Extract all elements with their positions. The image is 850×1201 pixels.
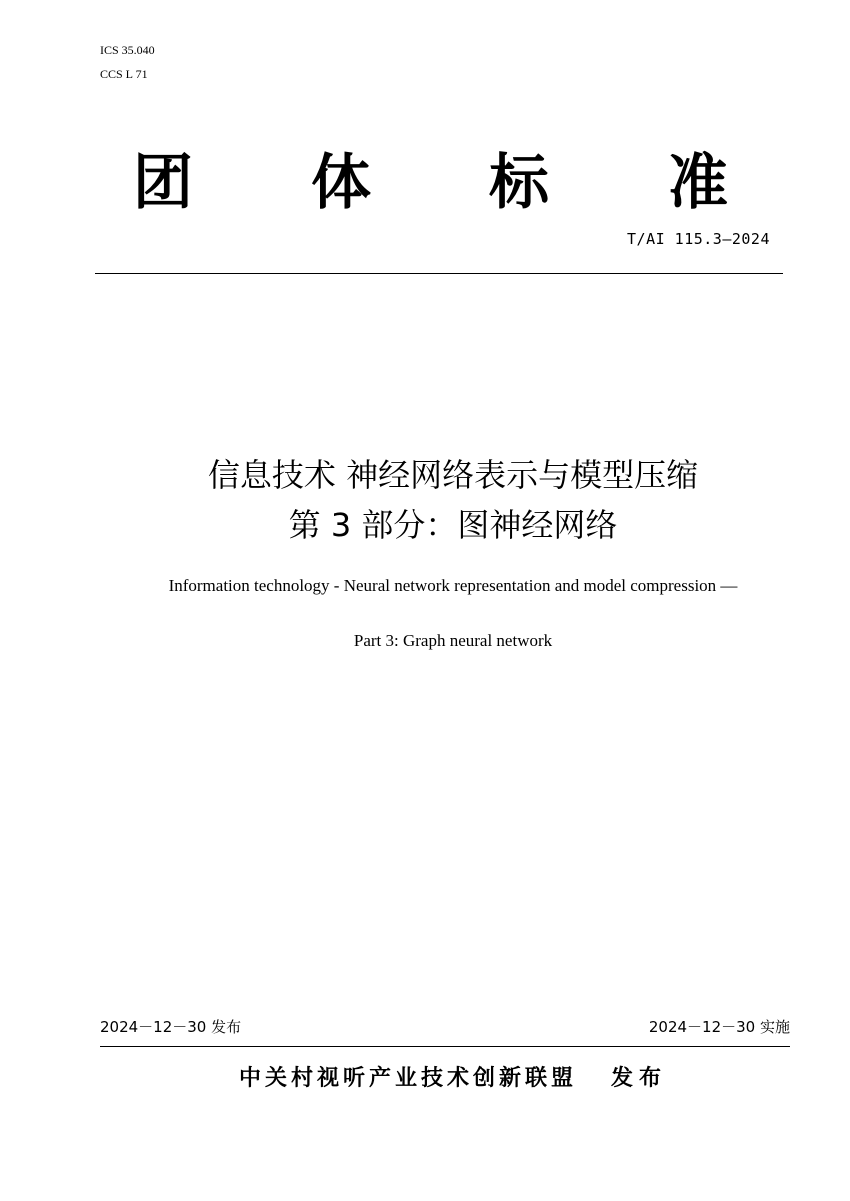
implement-date: 2024－12－30 实施	[648, 1018, 790, 1036]
publish-date: 2024－12－30 发布	[100, 1018, 242, 1036]
publisher-row	[0, 1064, 850, 1094]
chinese-title-line-2: 第 3 部分：图神经网络	[288, 506, 618, 544]
header-divider	[95, 273, 783, 274]
ics-code: ICS 35.040	[100, 43, 155, 57]
english-title-line-1: Information technology - Neural network representation and model compression —	[168, 576, 738, 595]
footer-divider	[100, 1046, 790, 1047]
standard-number: T/AI 115.3—2024	[627, 230, 770, 248]
publisher-name: 中关村视听产业技术创新联盟	[238, 1066, 577, 1091]
ccs-code: CCS L 71	[100, 67, 148, 81]
chinese-title-line-1: 信息技术 神经网络表示与模型压缩	[207, 456, 699, 494]
heading-char-1: 团	[133, 148, 193, 218]
publisher-suffix: 发布	[611, 1066, 668, 1091]
heading-char-3: 标	[489, 148, 549, 218]
heading-char-4: 准	[668, 148, 728, 218]
english-title-line-2: Part 3: Graph neural network	[353, 631, 553, 650]
heading-char-2: 体	[311, 148, 371, 218]
